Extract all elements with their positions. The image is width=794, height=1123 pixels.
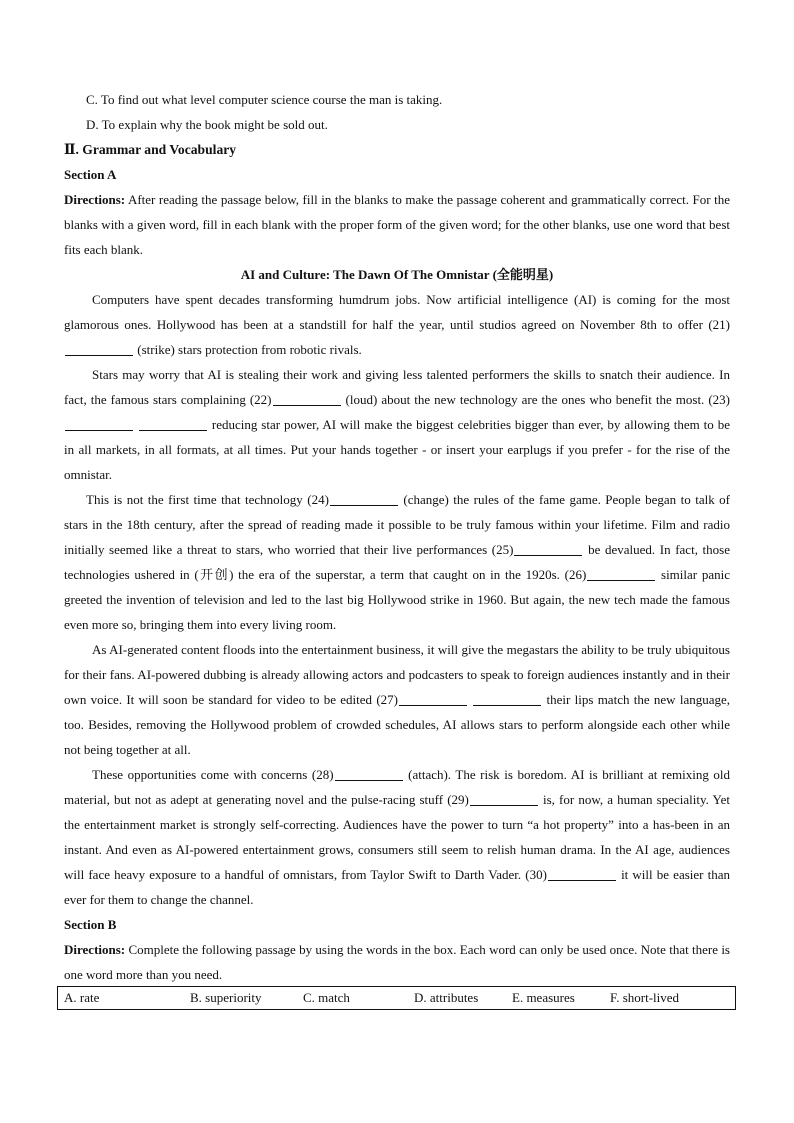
paragraph-3 bbox=[64, 487, 730, 637]
p3-text-d: similar panic greeted the invention of television and led to the last big Hollywood strike in 1960. But again, the new tech made the famous even more so, bringing them into every living room. bbox=[64, 567, 730, 632]
p3-text-a: This is not the first time that technology (24) bbox=[86, 492, 329, 507]
p5-text-c: is, for now, a human speciality. Yet the entertainment market is strongly self-correcting. Audiences have the power to turn “a hot property” into a has-been in an instant. And even as AI-powered entertainment grows, consumers still seem to relish human drama. In the AI age, audiences will face heavy exposure to a handful of omnistars, from Taylor Swift to Darth Vader. (30) bbox=[64, 792, 731, 882]
word-option: E. measures bbox=[512, 990, 575, 1005]
blank-28[interactable] bbox=[335, 766, 403, 781]
blank-23b[interactable] bbox=[139, 416, 207, 431]
word-box bbox=[57, 986, 736, 1010]
p5-text-b: (attach). The risk is boredom. AI is brilliant at remixing old material, but not as adept at generating novel and the pulse-racing stuff (29) bbox=[64, 767, 731, 807]
blank-25[interactable] bbox=[514, 541, 582, 556]
p2-text-a: Stars may worry that AI is stealing their work and giving less talented performers the skills to snatch their audience. In fact, the famous stars complaining (22) bbox=[64, 367, 730, 407]
blank-29[interactable] bbox=[470, 791, 538, 806]
p5-text-a: These opportunities come with concerns (28) bbox=[92, 767, 334, 782]
paragraph-1 bbox=[64, 287, 730, 362]
directions-label-b: Directions: bbox=[64, 942, 126, 957]
directions-text: After reading the passage below, fill in the blanks to make the passage coherent and grammatically correct. For the blanks with a given word, fill in each blank with the proper form of the given word; for the other blanks, use one word that best fits each blank. bbox=[64, 192, 730, 257]
blank-21[interactable] bbox=[65, 341, 133, 356]
p2-text-c: reducing star power, AI will make the biggest celebrities bigger than ever, by allowing them to be in all markets, in all formats, at all times. Put your hands together - or insert your earplugs if you prefer - for the rise of the omnistar. bbox=[64, 417, 730, 482]
directions-label: Directions: bbox=[64, 192, 126, 207]
blank-30[interactable] bbox=[548, 866, 616, 881]
p3-text-c: be devalued. In fact, those technologies ushered in (开创) the era of the superstar, a term that caught on in the 1920s. (26) bbox=[64, 542, 730, 582]
blank-27b[interactable] bbox=[473, 691, 541, 706]
option-c: C. To find out what level computer science course the man is taking. bbox=[86, 92, 443, 107]
blank-24[interactable] bbox=[330, 491, 398, 506]
section-a-directions bbox=[64, 187, 730, 262]
part-heading: Ⅱ. Grammar and Vocabulary bbox=[64, 142, 237, 157]
option-d: D. To explain why the book might be sold out. bbox=[86, 117, 328, 132]
p1-text-b: (strike) stars protection from robotic rivals. bbox=[134, 342, 362, 357]
paragraph-2 bbox=[64, 362, 730, 487]
word-option: F. short-lived bbox=[610, 990, 680, 1005]
p1-text-a: Computers have spent decades transforming humdrum jobs. Now artificial intelligence (AI) is coming for the most glamorous ones. Hollywood has been at a standstill for half the year, until studios agreed on November 8th to offer (21) bbox=[64, 292, 730, 332]
blank-26[interactable] bbox=[587, 566, 655, 581]
p4-text-b: their lips match the new language, too. Besides, removing the Hollywood problem of crowded schedules, AI allows stars to perform alongside each other while not being together at all. bbox=[64, 692, 730, 757]
p2-text-b: (loud) about the new technology are the ones who benefit the most. (23) bbox=[341, 392, 730, 407]
document-page bbox=[64, 87, 730, 987]
p4-text-a: As AI-generated content floods into the entertainment business, it will give the megastars the ability to be truly ubiquitous for their fans. AI-powered dubbing is already allowing actors and podcasters to speak to foreign audiences instantly and in their own voice. It will soon be standard for video to be edited (27) bbox=[64, 642, 730, 707]
word-option: B. superiority bbox=[190, 990, 262, 1005]
passage-title: AI and Culture: The Dawn Of The Omnistar (全能明星) bbox=[240, 267, 554, 282]
section-a-heading: Section A bbox=[64, 167, 117, 182]
blank-23a[interactable] bbox=[65, 416, 133, 431]
word-option: A. rate bbox=[64, 990, 100, 1005]
word-option: D. attributes bbox=[414, 990, 479, 1005]
directions-text-b: Complete the following passage by using the words in the box. Each word can only be used once. Note that there is one word more than you need. bbox=[64, 942, 730, 982]
section-b-heading: Section B bbox=[64, 917, 117, 932]
word-option: C. match bbox=[303, 990, 350, 1005]
p5-text-d: it will be easier than ever for them to change the channel. bbox=[64, 867, 730, 907]
blank-27a[interactable] bbox=[399, 691, 467, 706]
blank-22[interactable] bbox=[273, 391, 341, 406]
paragraph-5 bbox=[64, 762, 730, 912]
p3-text-b: (change) the rules of the fame game. People began to talk of stars in the 18th century, after the spread of reading made it possible to be truly famous within your lifetime. Film and radio initially seemed like a threat to stars, who worried that their live performances (25) bbox=[64, 492, 730, 557]
section-b-directions bbox=[64, 937, 730, 987]
paragraph-4 bbox=[64, 637, 730, 762]
